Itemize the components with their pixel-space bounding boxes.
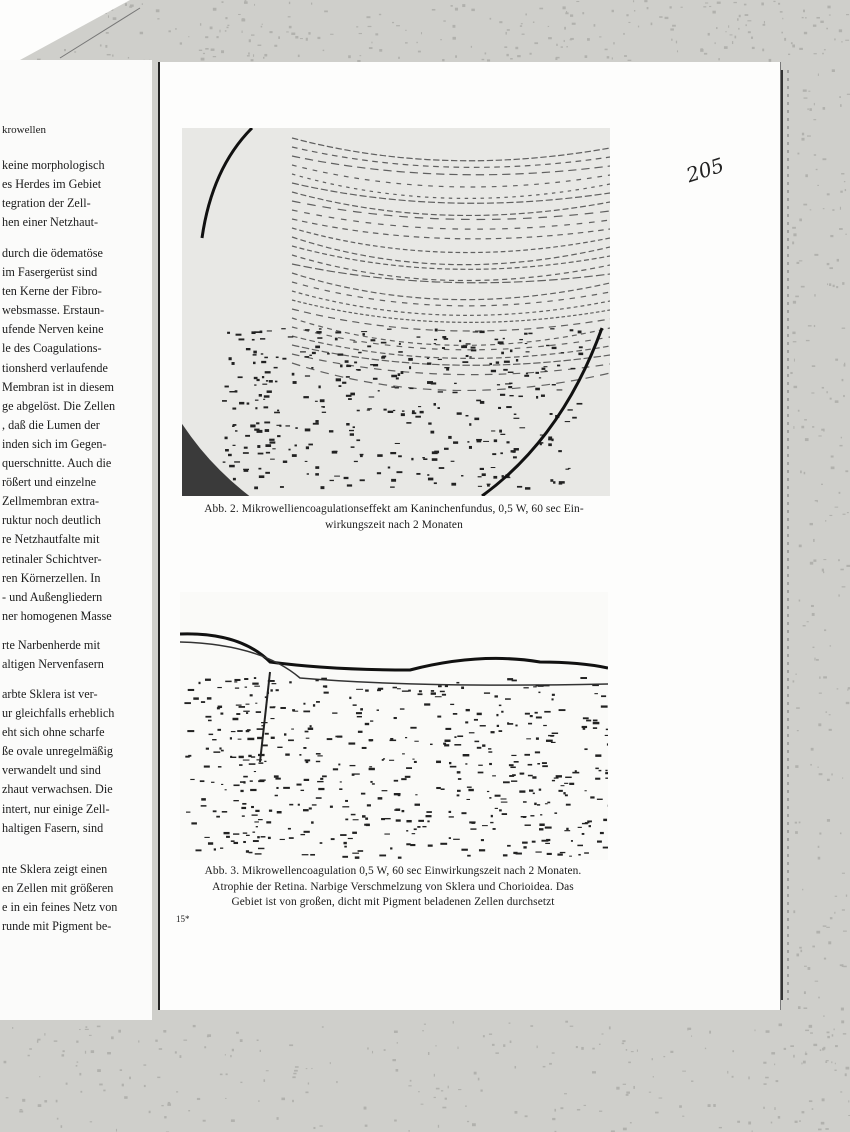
text-line: Membran ist in diesem — [2, 379, 115, 394]
text-line: verwandelt und sind — [2, 763, 101, 778]
text-line: zhaut verwachsen. Die — [2, 782, 113, 797]
book-spine-edge — [780, 70, 790, 1000]
left-paragraph-4 — [2, 685, 114, 838]
text-line: ur gleichfalls erheblich — [2, 706, 115, 721]
left-paragraph-2 — [2, 244, 115, 626]
text-line: es Herdes im Gebiet — [2, 177, 102, 192]
text-line: ruktur noch deutlich — [2, 513, 101, 528]
figure-micrograph-fundus — [182, 128, 610, 496]
text-line: durch die ödematöse — [2, 246, 103, 260]
text-line: ten Kerne der Fibro- — [2, 284, 102, 299]
text-line: ufende Nerven keine — [2, 322, 104, 337]
text-line: nte Sklera zeigt einen — [2, 862, 108, 876]
text-line: rte Narbenherde mit — [2, 638, 101, 652]
text-line: rößert und einzelne — [2, 475, 97, 490]
caption-line: Atrophie der Retina. Narbige Verschmelzung von Sklera und Chorioidea. Das — [212, 880, 574, 893]
caption-line: wirkungszeit nach 2 Monaten — [325, 518, 463, 531]
text-line: - und Außengliedern — [2, 589, 103, 604]
page-number: 15* — [176, 914, 190, 924]
text-line: Zellmembran extra- — [2, 494, 100, 509]
text-line: querschnitte. Auch die — [2, 456, 112, 471]
text-line: intert, nur einige Zell- — [2, 801, 110, 816]
text-line: im Fasergerüst sind — [2, 265, 98, 280]
running-header: krowellen — [2, 124, 46, 136]
text-line: hen einer Netzhaut- — [2, 215, 99, 230]
left-paragraph-5 — [2, 860, 117, 936]
caption-line: Gebiet ist von großen, dicht mit Pigment beladenen Zellen durchsetzt — [231, 896, 555, 908]
handwritten-note: 205 — [683, 152, 727, 188]
text-line: re Netzhautfalte mit — [2, 532, 100, 547]
left-paragraph-3 — [2, 636, 104, 674]
figure-micrograph-retina — [180, 592, 608, 860]
left-paragraph-1 — [2, 156, 105, 232]
text-line: keine morphologisch — [2, 158, 105, 172]
text-line: , daß die Lumen der — [2, 417, 100, 432]
right-page — [158, 62, 781, 1010]
text-line: ße ovale unregelmäßig — [2, 744, 113, 759]
text-line: runde mit Pigment be- — [2, 919, 112, 934]
figure-1-caption — [174, 502, 614, 533]
text-line: retinaler Schichtver- — [2, 551, 102, 566]
caption-line: Abb. 3. Mikrowellencoagulation 0,5 W, 60 sec Einwirkungszeit nach 2 Monaten. — [204, 865, 582, 877]
text-line: arbte Sklera ist ver- — [2, 687, 98, 701]
figure-2-caption — [168, 864, 618, 911]
text-line: tionsherd verlaufende — [2, 360, 108, 375]
caption-line: Abb. 2. Mikrowelliencoagulationseffekt am Kaninchenfundus, 0,5 W, 60 sec Ein- — [204, 503, 584, 515]
text-line: inden sich im Gegen- — [2, 436, 107, 451]
text-line: e in ein feines Netz von — [2, 900, 118, 915]
text-line: haltigen Fasern, sind — [2, 820, 104, 835]
text-line: altigen Nervenfasern — [2, 657, 104, 672]
text-line: eht sich ohne scharfe — [2, 725, 105, 740]
text-line: ner homogenen Masse — [2, 608, 112, 623]
text-line: le des Coagulations- — [2, 341, 102, 356]
text-line: en Zellen mit größeren — [2, 881, 114, 896]
left-page-fragment — [0, 60, 152, 1020]
text-line: tegration der Zell- — [2, 196, 91, 211]
text-line: websmasse. Erstaun- — [2, 303, 105, 318]
text-line: ge abgelöst. Die Zellen — [2, 398, 116, 413]
text-line: ren Körnerzellen. In — [2, 570, 101, 585]
